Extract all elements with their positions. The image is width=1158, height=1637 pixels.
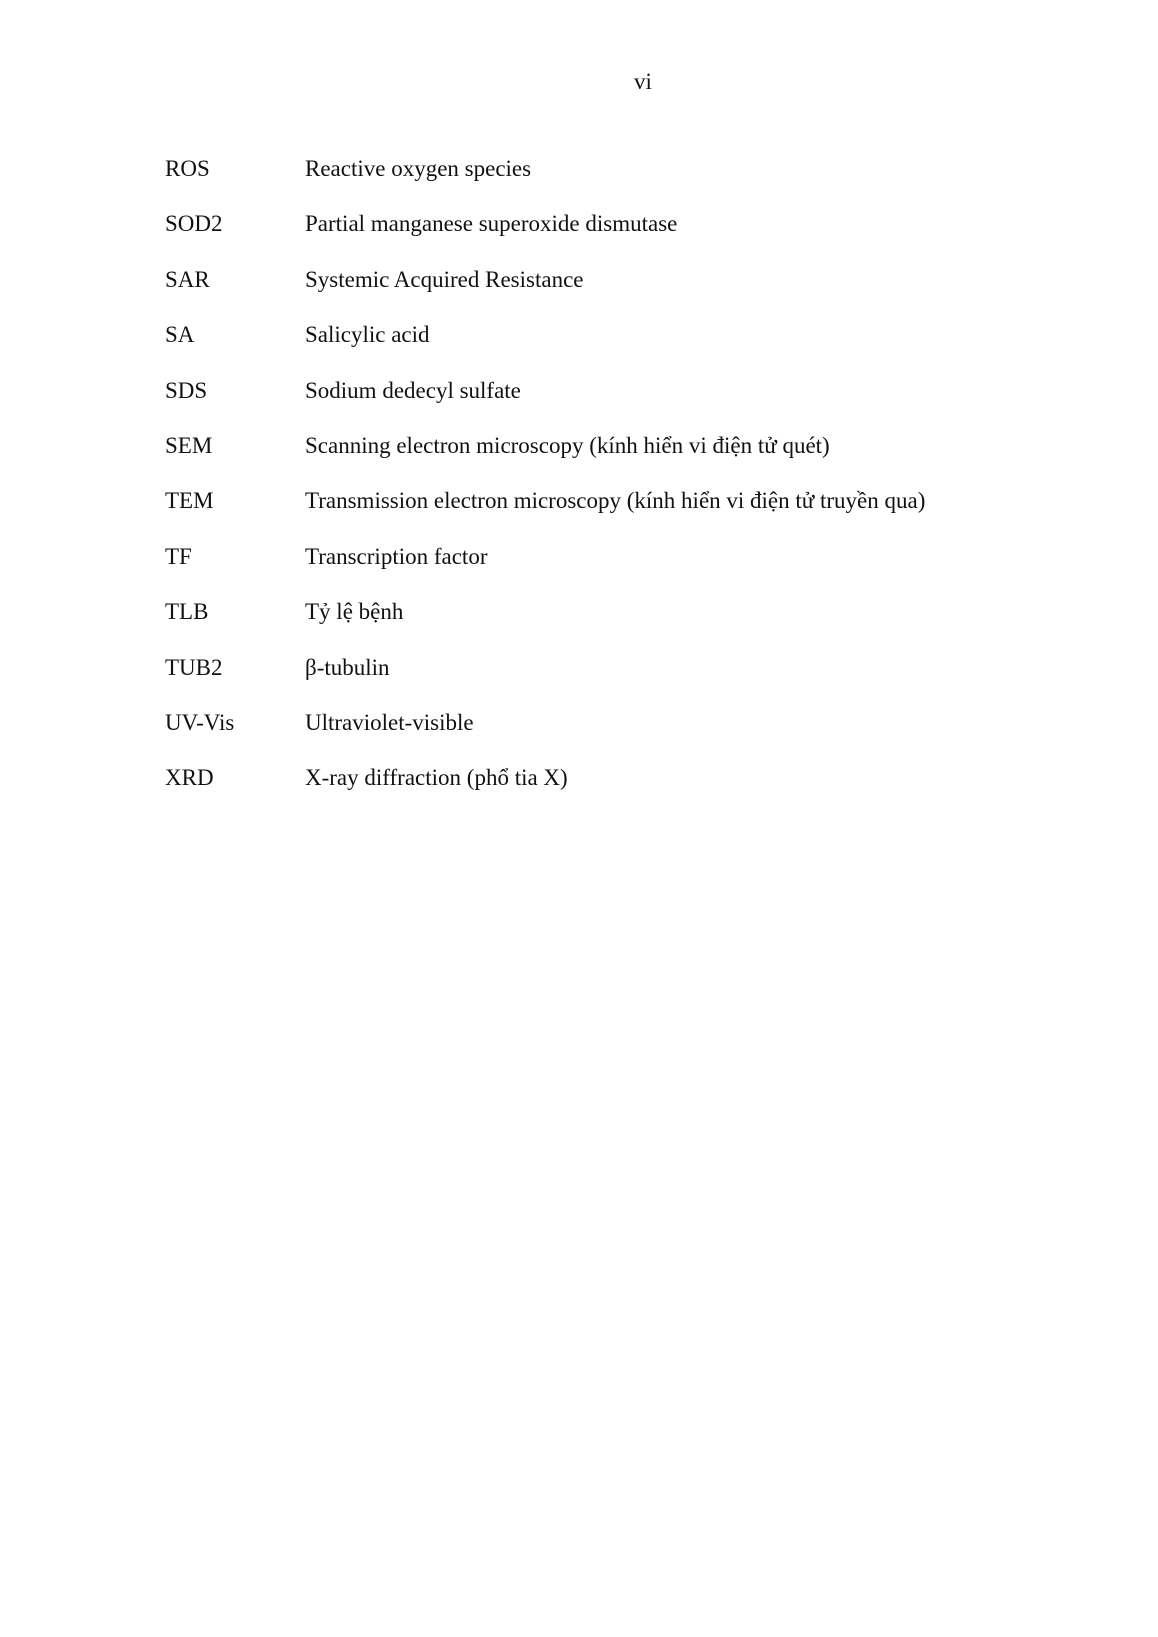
abbreviation-term: SDS bbox=[165, 377, 208, 403]
abbreviation-definition: Ultraviolet-visible bbox=[305, 709, 474, 735]
abbreviation-term: TLB bbox=[165, 599, 209, 625]
abbreviation-definition: X-ray diffraction (phổ tia X) bbox=[305, 765, 568, 791]
abbreviation-definition: Transcription factor bbox=[305, 543, 488, 569]
abbreviation-term: ROS bbox=[165, 156, 210, 181]
abbreviation-row bbox=[165, 709, 925, 764]
abbreviation-term: TUB2 bbox=[165, 654, 223, 680]
abbreviation-row bbox=[165, 654, 925, 709]
abbreviation-definition: Transmission electron microscopy (kính hiển vi điện tử truyền qua) bbox=[305, 488, 926, 514]
page-number: vi bbox=[634, 69, 652, 94]
abbreviation-term: TF bbox=[165, 543, 192, 569]
abbreviation-row bbox=[165, 377, 925, 432]
abbreviation-term: SA bbox=[165, 322, 195, 348]
abbreviation-row bbox=[165, 543, 925, 598]
abbreviation-term: SEM bbox=[165, 432, 213, 458]
abbreviation-definition: Salicylic acid bbox=[305, 322, 430, 348]
abbreviation-row bbox=[165, 764, 925, 819]
abbreviation-row bbox=[165, 487, 925, 542]
abbreviation-term: SOD2 bbox=[165, 211, 223, 237]
abbreviation-definition: Tỷ lệ bệnh bbox=[305, 599, 404, 625]
abbreviation-definition: Partial manganese superoxide dismutase bbox=[305, 211, 678, 237]
abbreviation-definition: Systemic Acquired Resistance bbox=[305, 266, 584, 292]
abbreviation-row bbox=[165, 598, 925, 653]
abbreviation-row bbox=[165, 321, 925, 376]
abbreviation-term: SAR bbox=[165, 266, 210, 292]
abbreviation-row bbox=[165, 155, 925, 210]
abbreviation-row bbox=[165, 432, 925, 487]
abbreviation-list bbox=[165, 155, 925, 820]
abbreviation-term: UV-Vis bbox=[165, 709, 235, 735]
abbreviation-definition: Sodium dedecyl sulfate bbox=[305, 377, 521, 403]
abbreviation-row bbox=[165, 210, 925, 265]
abbreviation-term: TEM bbox=[165, 488, 214, 514]
abbreviation-definition: Scanning electron microscopy (kính hiển vi điện tử quét) bbox=[305, 432, 830, 458]
abbreviation-definition: β-tubulin bbox=[305, 654, 390, 680]
abbreviation-term: XRD bbox=[165, 765, 214, 791]
abbreviation-row bbox=[165, 266, 925, 321]
abbreviation-definition: Reactive oxygen species bbox=[305, 156, 532, 181]
